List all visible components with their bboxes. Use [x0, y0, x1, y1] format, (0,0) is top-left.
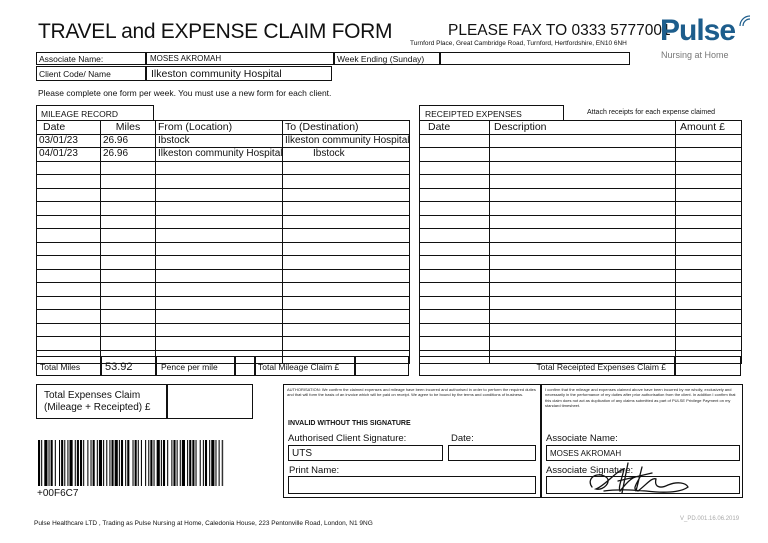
pence-label-box	[156, 356, 235, 376]
table-row	[420, 242, 742, 256]
barcode-bar	[109, 440, 110, 486]
total-receipted-label-box	[419, 356, 675, 376]
receipt-cell[interactable]	[490, 283, 676, 297]
barcode-bar	[135, 440, 137, 486]
table-row	[420, 229, 742, 243]
receipt-cell[interactable]	[420, 256, 490, 270]
receipt-cell[interactable]	[420, 337, 490, 351]
mileage-cell[interactable]	[283, 161, 410, 175]
barcode-bar	[70, 440, 73, 486]
receipt-cell[interactable]	[490, 296, 676, 310]
barcode-bar	[112, 440, 114, 486]
receipt-cell[interactable]	[420, 175, 490, 189]
receipt-cell[interactable]	[420, 215, 490, 229]
barcode-bar	[171, 440, 172, 486]
mileage-section-tab	[36, 105, 154, 120]
invalid-notice: INVALID WITHOUT THIS SIGNATURE	[288, 420, 411, 427]
total-receipted-field[interactable]	[675, 356, 741, 376]
receipt-cell[interactable]	[676, 337, 742, 351]
mileage-cell[interactable]: Ilkeston community Hospital	[156, 148, 283, 162]
barcode-bar	[180, 440, 181, 486]
total-expenses-label-2: (Mileage + Receipted) £	[44, 402, 151, 413]
table-row	[420, 161, 742, 175]
mileage-cell[interactable]	[101, 161, 156, 175]
barcode-bar	[150, 440, 152, 486]
receipt-cell[interactable]	[676, 229, 742, 243]
mileage-cell[interactable]	[156, 202, 283, 216]
table-row	[37, 242, 410, 256]
total-expenses-label-box	[36, 384, 167, 419]
table-row	[37, 323, 410, 337]
mileage-cell[interactable]: 03/01/23	[37, 134, 101, 148]
barcode-bar	[187, 440, 188, 486]
table-row	[420, 296, 742, 310]
table-row	[420, 283, 742, 297]
mileage-cell[interactable]	[37, 269, 101, 283]
receipt-cell[interactable]	[676, 188, 742, 202]
footer-company-info: Pulse Healthcare LTD , Trading as Pulse Nursing at Home, Caledonia House, 223 Pentonville Road, London, N1 9NG	[34, 520, 373, 527]
receipt-cell[interactable]	[676, 161, 742, 175]
receipt-cell[interactable]	[676, 310, 742, 324]
week-ending-label-box	[334, 52, 440, 65]
mileage-cell[interactable]	[37, 296, 101, 310]
client-signature-field[interactable]	[288, 445, 443, 461]
client-signature-value: UTS	[292, 448, 312, 459]
receipted-table	[419, 120, 742, 364]
barcode-bar	[177, 440, 178, 486]
mileage-cell[interactable]: 26.96	[101, 134, 156, 148]
mileage-cell[interactable]	[283, 296, 410, 310]
receipt-cell[interactable]	[490, 323, 676, 337]
mileage-cell[interactable]	[283, 229, 410, 243]
mileage-table	[36, 120, 410, 364]
mileage-cell[interactable]	[283, 283, 410, 297]
mileage-cell[interactable]	[156, 161, 283, 175]
barcode-bar	[59, 440, 60, 486]
receipt-cell[interactable]	[420, 229, 490, 243]
mileage-cell[interactable]	[37, 175, 101, 189]
table-row	[420, 269, 742, 283]
mileage-cell[interactable]	[156, 229, 283, 243]
barcode-bar	[138, 440, 139, 486]
barcode-bar	[148, 440, 149, 486]
mileage-header-cell: From (Location)	[156, 121, 283, 135]
mileage-cell[interactable]	[283, 269, 410, 283]
table-row	[420, 310, 742, 324]
barcode-bar	[99, 440, 102, 486]
associate-name-label: Associate Name:	[39, 54, 104, 64]
total-receipted-label: Total Receipted Expenses Claim £	[536, 362, 666, 372]
barcode-bar	[173, 440, 175, 486]
mileage-cell[interactable]	[156, 175, 283, 189]
barcode-bar	[205, 440, 207, 486]
table-row	[420, 134, 742, 148]
mileage-cell[interactable]: Ibstock	[156, 134, 283, 148]
barcode-bar	[93, 440, 95, 486]
table-row	[37, 148, 410, 162]
total-mileage-claim-label-box	[255, 356, 355, 376]
authorisation-box	[283, 384, 541, 498]
receipt-cell[interactable]	[676, 283, 742, 297]
instruction-text: Please complete one form per week. You must use a new form for each client.	[38, 88, 332, 98]
table-row	[420, 215, 742, 229]
mileage-cell[interactable]	[37, 256, 101, 270]
barcode-bar	[211, 440, 214, 486]
receipt-cell[interactable]	[676, 175, 742, 189]
mileage-cell[interactable]	[101, 283, 156, 297]
barcode-bar	[77, 440, 79, 486]
mileage-cell[interactable]: 04/01/23	[37, 148, 101, 162]
mileage-cell[interactable]	[37, 215, 101, 229]
mileage-cell[interactable]	[101, 229, 156, 243]
mileage-cell[interactable]	[37, 283, 101, 297]
receipt-cell[interactable]	[676, 296, 742, 310]
receipt-cell[interactable]	[676, 323, 742, 337]
barcode-bar	[115, 440, 118, 486]
total-miles-field[interactable]	[101, 356, 156, 376]
barcode-bar	[157, 440, 160, 486]
barcode-bar	[215, 440, 216, 486]
mileage-cell[interactable]	[156, 269, 283, 283]
table-row	[37, 310, 410, 324]
associate-name-value: MOSES AKROMAH	[150, 54, 222, 63]
mileage-cell[interactable]	[283, 175, 410, 189]
receipt-cell[interactable]	[490, 134, 676, 148]
receipt-cell[interactable]	[490, 256, 676, 270]
receipt-cell[interactable]	[420, 148, 490, 162]
receipt-cell[interactable]	[490, 229, 676, 243]
receipt-cell[interactable]	[420, 242, 490, 256]
total-miles-label: Total Miles	[40, 362, 81, 372]
mileage-header-cell: Miles	[101, 121, 156, 135]
mileage-cell[interactable]	[37, 229, 101, 243]
receipt-cell[interactable]	[490, 148, 676, 162]
mileage-cell[interactable]	[156, 215, 283, 229]
mileage-cell[interactable]	[101, 215, 156, 229]
barcode-bar	[192, 440, 194, 486]
mileage-cell[interactable]	[156, 242, 283, 256]
receipt-header-row	[420, 121, 742, 135]
barcode-bar	[51, 440, 53, 486]
receipt-cell[interactable]	[420, 134, 490, 148]
pence-per-mile-label: Pence per mile	[161, 362, 218, 372]
receipted-section-tab	[419, 105, 564, 120]
mileage-cell[interactable]	[101, 310, 156, 324]
barcode-bar	[61, 440, 63, 486]
mileage-cell[interactable]	[283, 188, 410, 202]
barcode-bar	[189, 440, 191, 486]
mileage-cell[interactable]	[37, 202, 101, 216]
barcode-bar	[125, 440, 126, 486]
date-field[interactable]	[448, 445, 536, 461]
client-signature-label: Authorised Client Signature:	[288, 433, 407, 444]
table-row	[37, 229, 410, 243]
receipt-cell[interactable]	[676, 134, 742, 148]
mileage-cell[interactable]	[283, 242, 410, 256]
barcode-bar	[83, 440, 84, 486]
barcode-bar	[127, 440, 129, 486]
mileage-header-cell: To (Destination)	[283, 121, 410, 135]
mileage-header-row	[37, 121, 410, 135]
mileage-cell[interactable]	[156, 296, 283, 310]
total-mileage-claim-field[interactable]	[355, 356, 409, 376]
barcode-bar	[87, 440, 88, 486]
print-name-label: Print Name:	[289, 465, 340, 476]
associate-confirm-fine-print: I confirm that the mileage and expenses claimed above have been incurred by me wholly, exclusively and necessarily in the performance of my duties after prior authorisation from the client. In addition I confirm that this claim does not act as duplication of any claims submitted as part of PULSE Privilege Payment on my standard timesheet.	[545, 387, 736, 409]
barcode-text: +00F6C7	[37, 488, 79, 499]
receipt-cell[interactable]	[490, 215, 676, 229]
barcode-bar	[97, 440, 98, 486]
mileage-cell[interactable]	[101, 202, 156, 216]
barcode-bar	[64, 440, 65, 486]
table-row	[37, 188, 410, 202]
mileage-cell[interactable]	[156, 188, 283, 202]
table-row	[37, 256, 410, 270]
mileage-cell[interactable]: Ibstock	[283, 148, 410, 162]
receipt-header-cell: Date	[420, 121, 490, 135]
barcode-bar	[41, 440, 42, 486]
receipt-cell[interactable]	[490, 188, 676, 202]
receipt-cell[interactable]	[676, 242, 742, 256]
mileage-cell[interactable]	[156, 310, 283, 324]
authorisation-fine-print: AUTHORISATION: We confirm the claimed expenses and mileage have been incurred and authorised in order to perform the required duties and that will form the basis of an invoice which will be paid on receipt. We agree to be bound by the terms and conditions of business.	[287, 387, 536, 398]
receipted-section-label: RECEIPTED EXPENSES	[425, 109, 522, 119]
associate-name-label-2: Associate Name:	[546, 433, 618, 444]
mileage-header-cell: Date	[37, 121, 101, 135]
barcode-bar	[75, 440, 76, 486]
receipt-cell[interactable]	[490, 269, 676, 283]
table-row	[420, 202, 742, 216]
mileage-cell[interactable]	[101, 323, 156, 337]
associate-name-field[interactable]	[146, 52, 334, 65]
table-row	[420, 175, 742, 189]
total-miles-value: 53.92	[105, 361, 133, 373]
company-address: Turnford Place, Great Cambridge Road, Turnford, Hertfordshire, EN10 6NH	[410, 40, 627, 47]
receipt-cell[interactable]	[420, 323, 490, 337]
receipt-cell[interactable]	[490, 337, 676, 351]
barcode-bar	[49, 440, 50, 486]
barcode-bar	[133, 440, 134, 486]
barcode-bar	[55, 440, 56, 486]
handwritten-signature	[582, 457, 697, 499]
client-code-value: Ilkeston community Hospital	[151, 68, 282, 80]
table-row	[420, 188, 742, 202]
barcode-bar	[182, 440, 185, 486]
associate-signature-label: Associate Signature:	[546, 465, 634, 476]
receipt-cell[interactable]	[420, 188, 490, 202]
receipt-header-cell: Amount £	[676, 121, 742, 135]
mileage-cell[interactable]	[37, 323, 101, 337]
table-row	[420, 148, 742, 162]
mileage-cell[interactable]	[101, 269, 156, 283]
print-name-field[interactable]	[288, 476, 536, 494]
form-title: TRAVEL and EXPENSE CLAIM FORM	[38, 20, 393, 43]
table-row	[37, 161, 410, 175]
barcode-bar	[209, 440, 210, 486]
mileage-cell[interactable]	[156, 256, 283, 270]
barcode-bar	[121, 440, 123, 486]
mileage-cell[interactable]	[156, 323, 283, 337]
associate-name-label-box	[36, 52, 146, 65]
receipt-cell[interactable]	[676, 256, 742, 270]
barcode-bar	[145, 440, 146, 486]
mileage-cell[interactable]	[101, 296, 156, 310]
mileage-cell[interactable]: Ilkeston community Hospital	[283, 134, 410, 148]
mileage-cell[interactable]	[283, 256, 410, 270]
logo-subtitle: Nursing at Home	[661, 50, 729, 60]
associate-confirm-box	[541, 384, 743, 498]
fax-number: PLEASE FAX TO 0333 5777001	[448, 22, 671, 39]
week-ending-label: Week Ending (Sunday)	[337, 54, 425, 64]
mileage-cell[interactable]	[37, 310, 101, 324]
associate-name-value-2: MOSES AKROMAH	[550, 449, 622, 458]
barcode-bar	[119, 440, 120, 486]
table-row	[37, 215, 410, 229]
mileage-cell[interactable]	[101, 256, 156, 270]
form-version: V_PD.001.16.06.2019	[680, 516, 740, 522]
mileage-cell[interactable]	[37, 242, 101, 256]
mileage-cell[interactable]	[156, 283, 283, 297]
client-code-label-box	[36, 66, 146, 81]
mileage-cell[interactable]	[101, 188, 156, 202]
barcode-bar	[154, 440, 155, 486]
mileage-cell[interactable]	[283, 202, 410, 216]
receipt-cell[interactable]	[420, 310, 490, 324]
table-row	[37, 175, 410, 189]
barcode-bar	[161, 440, 162, 486]
mileage-cell[interactable]	[101, 175, 156, 189]
barcode-bar	[222, 440, 223, 486]
pulse-logo: Pulse	[660, 14, 736, 47]
mileage-cell[interactable]	[283, 323, 410, 337]
table-row	[420, 323, 742, 337]
barcode-bar	[38, 440, 40, 486]
barcode-bar	[103, 440, 104, 486]
barcode-bar	[196, 440, 197, 486]
table-row	[37, 283, 410, 297]
table-row	[37, 337, 410, 351]
barcode-bar	[167, 440, 168, 486]
client-code-field[interactable]	[146, 66, 332, 81]
date-label: Date:	[451, 433, 474, 444]
barcode-bar	[203, 440, 204, 486]
receipt-cell[interactable]	[420, 283, 490, 297]
receipt-cell[interactable]	[676, 215, 742, 229]
pence-per-mile-field[interactable]	[235, 356, 255, 376]
total-expenses-field[interactable]	[167, 384, 253, 419]
barcode-bar	[200, 440, 201, 486]
total-expenses-label-1: Total Expenses Claim	[44, 390, 141, 401]
table-row	[420, 337, 742, 351]
table-row	[37, 296, 410, 310]
week-ending-field[interactable]	[440, 52, 630, 65]
mileage-cell[interactable]	[37, 161, 101, 175]
mileage-section-label: MILEAGE RECORD	[41, 109, 118, 119]
receipts-note: Attach receipts for each expense claimed	[587, 109, 716, 116]
mileage-cell[interactable]	[283, 215, 410, 229]
total-mileage-claim-label: Total Mileage Claim £	[258, 362, 340, 372]
total-miles-label-box	[36, 356, 101, 376]
receipt-cell[interactable]	[490, 202, 676, 216]
barcode-bar	[141, 440, 142, 486]
receipt-cell[interactable]	[420, 161, 490, 175]
mileage-cell[interactable]: 26.96	[101, 148, 156, 162]
barcode-bar	[80, 440, 82, 486]
mileage-cell[interactable]	[156, 337, 283, 351]
mileage-cell[interactable]	[37, 188, 101, 202]
mileage-cell[interactable]	[283, 337, 410, 351]
barcode-bar	[44, 440, 47, 486]
client-code-label: Client Code/ Name	[39, 69, 111, 79]
table-row	[420, 256, 742, 270]
mileage-cell[interactable]	[283, 310, 410, 324]
table-row	[37, 134, 410, 148]
barcode-bar	[106, 440, 107, 486]
receipt-cell[interactable]	[420, 202, 490, 216]
receipt-cell[interactable]	[420, 269, 490, 283]
barcode-bar	[91, 440, 92, 486]
receipt-cell[interactable]	[490, 161, 676, 175]
table-row	[37, 202, 410, 216]
receipt-header-cell: Description	[490, 121, 676, 135]
barcode	[38, 440, 224, 486]
receipt-cell[interactable]	[676, 202, 742, 216]
receipt-cell[interactable]	[676, 148, 742, 162]
receipt-cell[interactable]	[676, 269, 742, 283]
receipt-cell[interactable]	[490, 310, 676, 324]
receipt-cell[interactable]	[490, 175, 676, 189]
mileage-cell[interactable]	[101, 337, 156, 351]
table-row	[37, 269, 410, 283]
barcode-bar	[67, 440, 68, 486]
receipt-cell[interactable]	[420, 296, 490, 310]
barcode-bar	[219, 440, 220, 486]
mileage-cell[interactable]	[37, 337, 101, 351]
receipt-cell[interactable]	[490, 242, 676, 256]
signal-icon	[738, 14, 752, 28]
mileage-cell[interactable]	[101, 242, 156, 256]
barcode-bar	[163, 440, 165, 486]
